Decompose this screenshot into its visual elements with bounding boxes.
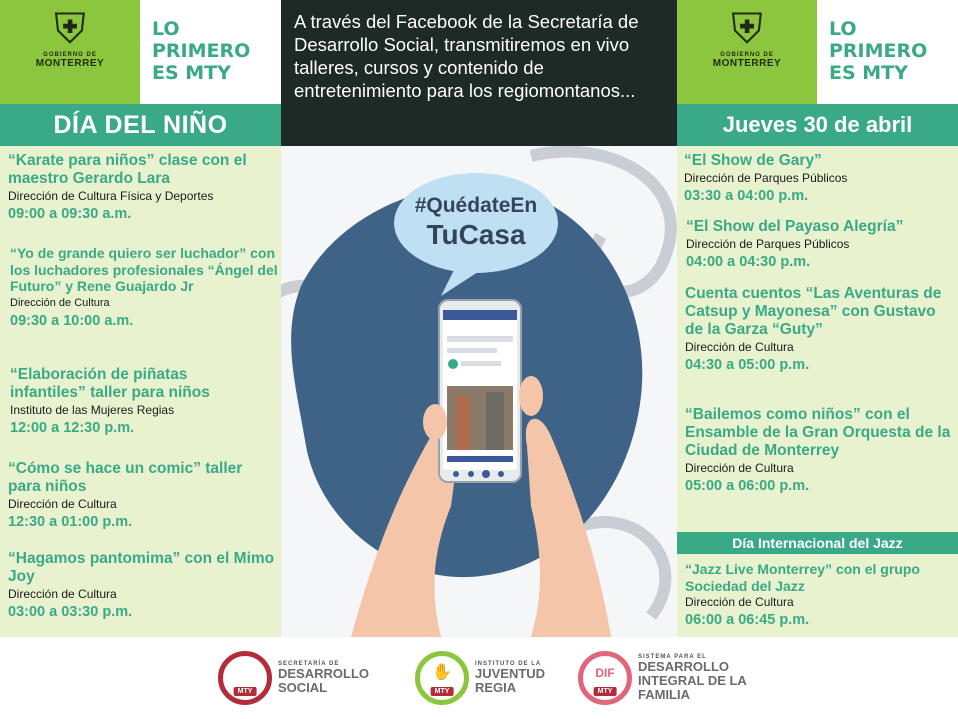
logo-line: DESARROLLO [278, 666, 369, 681]
building-shape [456, 396, 470, 450]
event-item [685, 561, 951, 630]
event-time: 04:00 a 04:30 p.m. [686, 254, 811, 270]
gobierno-label: GOBIERNO DE [720, 52, 774, 58]
event-title: “El Show del Payaso Alegría” [686, 218, 904, 235]
event-title: “Jazz Live Monterrey” con el grupo Sociedad del Jazz [685, 561, 920, 594]
event-organizer: Dirección de Cultura [685, 595, 794, 609]
logo-line: REGIA [475, 680, 517, 695]
home-icon [453, 471, 459, 477]
logo-small-label: SECRETARÍA DE [278, 661, 340, 667]
event-organizer: Dirección de Cultura [685, 461, 794, 475]
dif-emblem [578, 651, 632, 705]
event-item [10, 366, 260, 438]
event-title: Cuenta cuentos “Las Aventuras de Catsup y Mayonesa” con Gustavo de la Garza “Guty” [685, 285, 942, 338]
logo-line: SOCIAL [278, 680, 328, 695]
event-title: “Hagamos pantomima” con el Mimo Joy [8, 550, 275, 585]
event-time: 05:00 a 06:00 p.m. [685, 478, 810, 494]
hashtag-line2: TuCasa [426, 219, 526, 250]
right-thumb [519, 376, 543, 416]
event-time: 09:00 a 09:30 a.m. [8, 206, 132, 222]
event-organizer: Dirección de Parques Públicos [686, 237, 850, 251]
jazz-heading: Día Internacional del Jazz [677, 532, 958, 554]
event-time: 06:00 a 06:45 p.m. [685, 612, 810, 628]
logo-small-label: INSTITUTO DE LA [475, 661, 542, 667]
event-time: 03:00 a 03:30 p.m. [8, 604, 133, 620]
monterrey-label: MONTERREY [712, 58, 782, 69]
intro-text: A través del Facebook de la Secretaría de Desarrollo Social, transmitiremos en vivo talleres, cursos y contenido de entretenimiento para los regiomontanos... [294, 11, 639, 101]
slogan-line: LO [152, 18, 180, 40]
facebook-icon [482, 470, 490, 478]
facebook-header [443, 310, 517, 320]
monterrey-label: MONTERREY [35, 58, 105, 69]
intro-banner [281, 0, 677, 146]
event-organizer: Dirección de Cultura [685, 340, 794, 354]
event-title: “Cómo se hace un comic” taller para niños [8, 460, 243, 495]
screen-line [461, 361, 501, 366]
message-button [447, 456, 513, 462]
event-organizer: Instituto de las Mujeres Regias [10, 403, 175, 417]
event-item [684, 152, 954, 206]
monterrey-logo-right [677, 0, 817, 104]
event-time: 03:30 a 04:00 p.m. [684, 188, 809, 204]
logo-small-label: SISTEMA PARA EL [638, 654, 707, 660]
mty-tag: MTY [234, 687, 257, 696]
event-title: “El Show de Gary” [684, 152, 822, 169]
event-time: 09:30 a 10:00 a.m. [10, 312, 134, 329]
profile-icon [498, 471, 504, 477]
footer-logos [0, 637, 958, 719]
juventud-emblem [415, 651, 469, 705]
left-thumb [423, 404, 447, 440]
event-organizer: Dirección de Cultura [8, 497, 117, 511]
event-title: “Yo de grande quiero ser luchador” con los luchadores profesionales “Ángel del Futuro” y Rene Guajardo Jr [10, 245, 278, 294]
desarrollo-social-emblem [218, 651, 272, 705]
page-avatar-icon [448, 359, 458, 369]
mty-tag: MTY [431, 687, 454, 696]
slogan-line: ES MTY [829, 62, 908, 84]
left-heading: DÍA DEL NIÑO [0, 104, 281, 146]
mty-tag: MTY [594, 687, 617, 696]
monterrey-logo-left [0, 0, 140, 104]
right-events-panel [677, 146, 958, 637]
left-events-panel [0, 146, 281, 637]
gobierno-label: GOBIERNO DE [43, 52, 97, 58]
screen-line [447, 348, 497, 353]
slogan-line: PRIMERO [829, 40, 928, 62]
event-time: 04:30 a 05:00 p.m. [685, 357, 810, 373]
slogan-left [140, 0, 281, 104]
juventud-regia-logo [415, 651, 545, 705]
event-organizer: Dirección de Cultura [10, 296, 110, 309]
event-item [8, 152, 276, 224]
slogan-right [817, 0, 958, 104]
event-organizer: Dirección de Cultura Física y Deportes [8, 189, 214, 203]
event-title: “Karate para niños” clase con el maestro Gerardo Lara [8, 152, 247, 187]
event-item [685, 406, 951, 496]
event-item [10, 245, 278, 331]
building-shape [486, 392, 504, 450]
slogan-line: PRIMERO [152, 40, 251, 62]
messenger-icon [468, 471, 474, 477]
event-time: 12:30 a 01:00 p.m. [8, 514, 133, 530]
event-item [685, 285, 951, 375]
event-item [686, 218, 956, 272]
logo-line: JUVENTUD [475, 666, 546, 681]
coat-of-arms-icon: ⛨ [54, 5, 86, 52]
event-organizer: Dirección de Parques Públicos [684, 171, 848, 185]
stay-home-illustration [281, 146, 677, 637]
dif-logo [578, 651, 747, 705]
coat-of-arms-icon: ⛨ [731, 5, 763, 52]
event-title: “Bailemos como niños” con el Ensamble de la Gran Orquesta de la Ciudad de Monterrey [685, 406, 951, 459]
event-item [8, 460, 258, 532]
dif-tag: DIF [595, 666, 615, 680]
event-item [8, 550, 276, 622]
event-time: 12:00 a 12:30 p.m. [10, 420, 135, 436]
slogan-line: LO [829, 18, 857, 40]
right-heading: Jueves 30 de abril [677, 104, 958, 146]
logo-line: DESARROLLO [638, 659, 729, 674]
event-title: “Elaboración de piñatas infantiles” taller para niños [10, 366, 210, 401]
hashtag-line1: #QuédateEn [414, 194, 538, 217]
illustration-area [281, 146, 677, 637]
slogan-line: ES MTY [152, 62, 231, 84]
screen-line [447, 336, 513, 342]
logo-line: FAMILIA [638, 687, 690, 702]
logo-line: INTEGRAL DE LA [638, 673, 747, 688]
event-organizer: Dirección de Cultura [8, 587, 117, 601]
desarrollo-social-logo [218, 651, 369, 705]
hand-icon: ✋ [432, 664, 452, 681]
